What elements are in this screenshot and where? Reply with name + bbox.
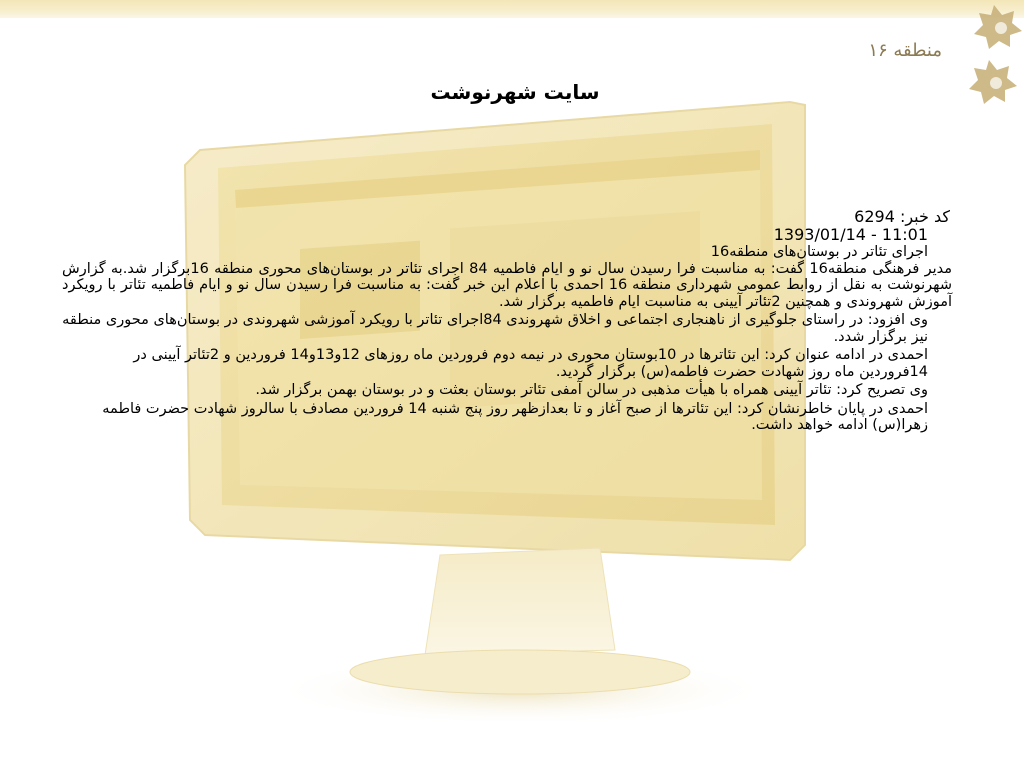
region-logo (944, 0, 1024, 130)
news-code: کد خبر: 6294 (854, 207, 950, 226)
news-date (62, 226, 952, 244)
news-paragraph-5: احمدی در پایان خاطرنشان کرد: این تئاترها از صبح آغاز و تا بعدازظهر روز پنج شنبه 14 فروردین مصادف با سالروز شهادت حضرت فاطمه زهرا(س) ادامه خواهد داشت. (102, 400, 928, 433)
news-paragraph-1: مدیر فرهنگی منطقه16 گفت: به مناسبت فرا رسیدن سال نو و ایام فاطمیه 84 اجرای تئاتر در بوستان‌های محوری منطقه 16برگزار شد.به گزارش شهرنوشت به نقل از روابط عمومی شهرداری منطقه 16 احمدی با اعلام این خبر گفت: به مناسبت فرا رسیدن سال نو و ایام فاطمیه تئاتر با رویکرد آموزش شهروندی و همچنین 2تئاتر آیینی به مناسبت ایام فاطمیه برگزار شد. (62, 260, 952, 310)
news-paragraph-3: احمدی در ادامه عنوان کرد: این تئاترها در 10بوستان محوری در نیمه دوم فروردین ماه روزهای 12و13و14 فروردین و 2تئاتر آیینی در 14فروردین ماه روز شهادت حضرت فاطمه(س) برگزار گردید. (133, 347, 928, 380)
news-article (62, 208, 952, 434)
news-paragraph-2: وی افزود: در راستای جلوگیری از ناهنجاری اجتماعی و اخلاق شهروندی 84اجرای تئاتر با رویکرد آموزشی شهروندی در بوستان‌های محوری منطقه نیز برگزار شدد. (62, 312, 928, 345)
news-paragraph-4: وی تصریح کرد: تئاتر آیینی همراه با هیأت مذهبی در سالن آمفی تئاتر بوستان بعثت و در بوستان بهمن برگزار شد. (255, 382, 928, 398)
region-label: منطقه ۱۶ (868, 40, 942, 61)
news-date-text: 1393/01/14 - 11:01 (773, 225, 928, 244)
page-title: سایت شهرنوشت (430, 80, 600, 104)
news-headline: اجرای تئاتر در بوستان‌های منطقه16 (710, 244, 928, 260)
